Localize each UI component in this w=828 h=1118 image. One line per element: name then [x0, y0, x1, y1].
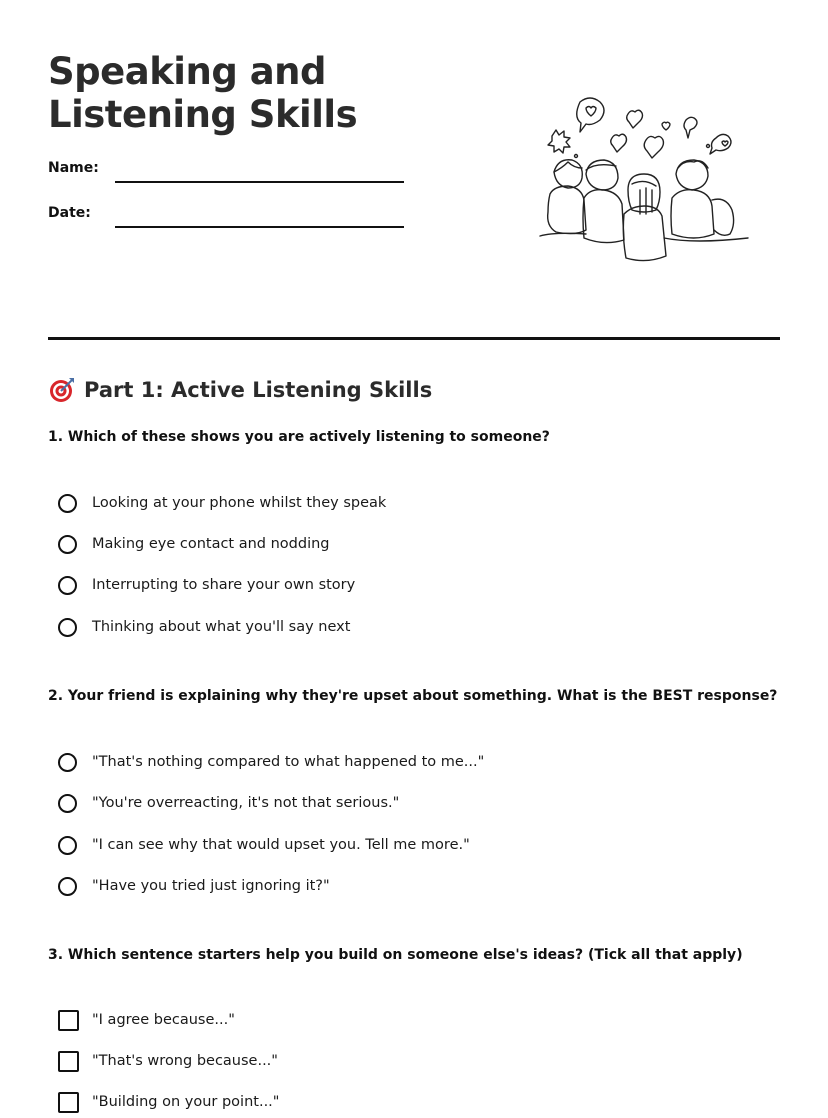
radio-button[interactable] — [58, 836, 77, 855]
name-field — [48, 160, 408, 186]
question-3-option-2[interactable] — [58, 1048, 278, 1074]
option-label: "Building on your point..." — [92, 1094, 280, 1110]
question-1-option-1[interactable] — [58, 490, 386, 516]
question-1-option-4[interactable] — [58, 614, 350, 640]
worksheet-page — [48, 0, 780, 1118]
date-field — [48, 205, 408, 231]
option-label: "I agree because..." — [92, 1012, 235, 1028]
radio-button[interactable] — [58, 753, 77, 772]
question-3-option-1[interactable] — [58, 1007, 235, 1033]
radio-button[interactable] — [58, 794, 77, 813]
part1-heading-text: Part 1: Active Listening Skills — [84, 378, 433, 402]
radio-button[interactable] — [58, 618, 77, 637]
option-label: Interrupting to share your own story — [92, 577, 356, 593]
question-3: 3. Which sentence starters help you build on someone else's ideas? (Tick all that apply) — [48, 947, 743, 963]
question-2: 2. Your friend is explaining why they're upset about something. What is the BEST response? — [48, 688, 778, 704]
option-label: "That's nothing compared to what happened to me..." — [92, 754, 485, 770]
question-2-option-4[interactable] — [58, 873, 330, 899]
question-2-option-3[interactable] — [58, 832, 470, 858]
question-1-option-2[interactable] — [58, 531, 330, 557]
checkbox[interactable] — [58, 1051, 79, 1072]
target-icon — [48, 376, 76, 404]
checkbox[interactable] — [58, 1092, 79, 1113]
question-1: 1. Which of these shows you are actively listening to someone? — [48, 429, 550, 445]
option-label: "Have you tried just ignoring it?" — [92, 878, 330, 894]
part1-heading — [48, 374, 432, 406]
radio-button[interactable] — [58, 494, 77, 513]
option-label: Thinking about what you'll say next — [92, 619, 351, 635]
radio-button[interactable] — [58, 576, 77, 595]
name-label: Name: — [48, 160, 99, 176]
option-label: "I can see why that would upset you. Tell me more." — [92, 837, 470, 853]
question-2-option-2[interactable] — [58, 790, 399, 816]
question-3-option-3[interactable] — [58, 1089, 279, 1115]
option-label: "That's wrong because..." — [92, 1053, 278, 1069]
checkbox[interactable] — [58, 1010, 79, 1031]
question-1-option-3[interactable] — [58, 572, 355, 598]
option-label: Making eye contact and nodding — [92, 536, 330, 552]
option-label: Looking at your phone whilst they speak — [92, 495, 387, 511]
section-divider — [48, 337, 780, 340]
date-input-line[interactable] — [115, 226, 404, 228]
radio-button[interactable] — [58, 535, 77, 554]
children-talking-illustration — [536, 94, 756, 266]
radio-button[interactable] — [58, 877, 77, 896]
name-input-line[interactable] — [115, 181, 404, 183]
question-2-option-1[interactable] — [58, 749, 484, 775]
date-label: Date: — [48, 205, 91, 221]
option-label: "You're overreacting, it's not that serious." — [92, 795, 400, 811]
page-title: Speaking and Listening Skills — [48, 50, 358, 136]
